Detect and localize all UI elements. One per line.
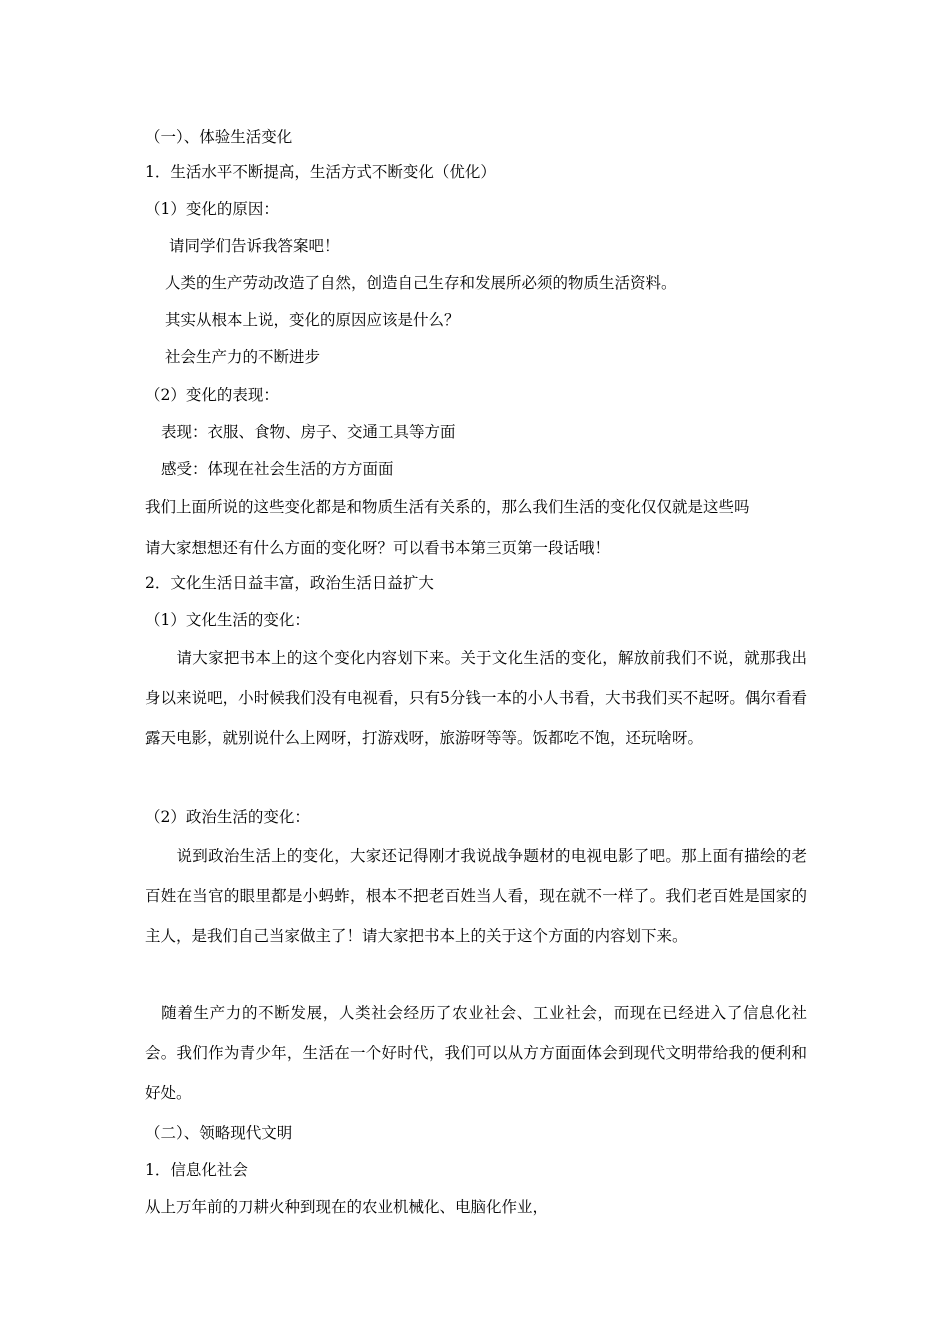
point-1-title: 1．生活水平不断提高，生活方式不断变化（优化） xyxy=(145,163,496,181)
show-text: 表现：衣服、食物、房子、交通工具等方面 xyxy=(161,423,456,441)
answer-text: 人类的生产劳动改造了自然，创造自己生存和发展所必须的物质生活资料。 xyxy=(165,274,677,292)
point-2-title: 2．文化生活日益丰富，政治生活日益扩大 xyxy=(145,574,434,592)
point-2-sub-2: （2）政治生活的变化： xyxy=(145,808,310,826)
closing-paragraph: 随着生产力的不断发展，人类社会经历了农业社会、工业社会，而现在已经进入了信息化社会。我们作为青少年，生活在一个好时代，我们可以从方方面面体会到现代文明带给我的便利和好处。 xyxy=(145,1004,807,1102)
point-3-title: 1．信息化社会 xyxy=(145,1161,248,1179)
body-text: 从上万年前的刀耕火种到现在的农业机械化、电脑化作业， xyxy=(145,1198,549,1216)
transition-text: 我们上面所说的这些变化都是和物质生活有关系的，那么我们生活的变化仅仅就是这些吗 xyxy=(145,498,750,516)
politics-paragraph: 说到政治生活上的变化，大家还记得刚才我说战争题材的电视电影了吧。那上面有描绘的老百姓在当官的眼里都是小蚂蚱，根本不把老百姓当人看，现在就不一样了。我们老百姓是国家的主人，是我们自己当家做主了！请大家把书本上的关于这个方面的内容划下来。 xyxy=(145,847,807,945)
feel-text: 感受：体现在社会生活的方方面面 xyxy=(161,460,394,478)
section-heading-1: （一）、体验生活变化 xyxy=(145,128,293,146)
answer-text: 社会生产力的不断进步 xyxy=(165,348,321,366)
point-1-sub-2: （2）变化的表现： xyxy=(145,386,279,404)
question-text: 其实从根本上说，变化的原因应该是什么？ xyxy=(165,311,460,329)
culture-paragraph: 请大家把书本上的这个变化内容划下来。关于文化生活的变化，解放前我们不说，就那我出身以来说吧，小时候我们没有电视看，只有5分钱一本的小人书看，大书我们买不起呀。偶尔看看露天电影，就别说什么上网呀，打游戏呀，旅游呀等等。饭都吃不饱，还玩啥呀。 xyxy=(145,649,807,747)
section-heading-2: （二）、领略现代文明 xyxy=(145,1124,293,1142)
point-2-sub-1: （1）文化生活的变化： xyxy=(145,611,310,629)
transition-text: 请大家想想还有什么方面的变化呀？可以看书本第三页第一段话哦！ xyxy=(145,539,611,557)
point-1-sub-1: （1）变化的原因： xyxy=(145,200,279,218)
prompt-text: 请同学们告诉我答案吧！ xyxy=(169,237,340,255)
